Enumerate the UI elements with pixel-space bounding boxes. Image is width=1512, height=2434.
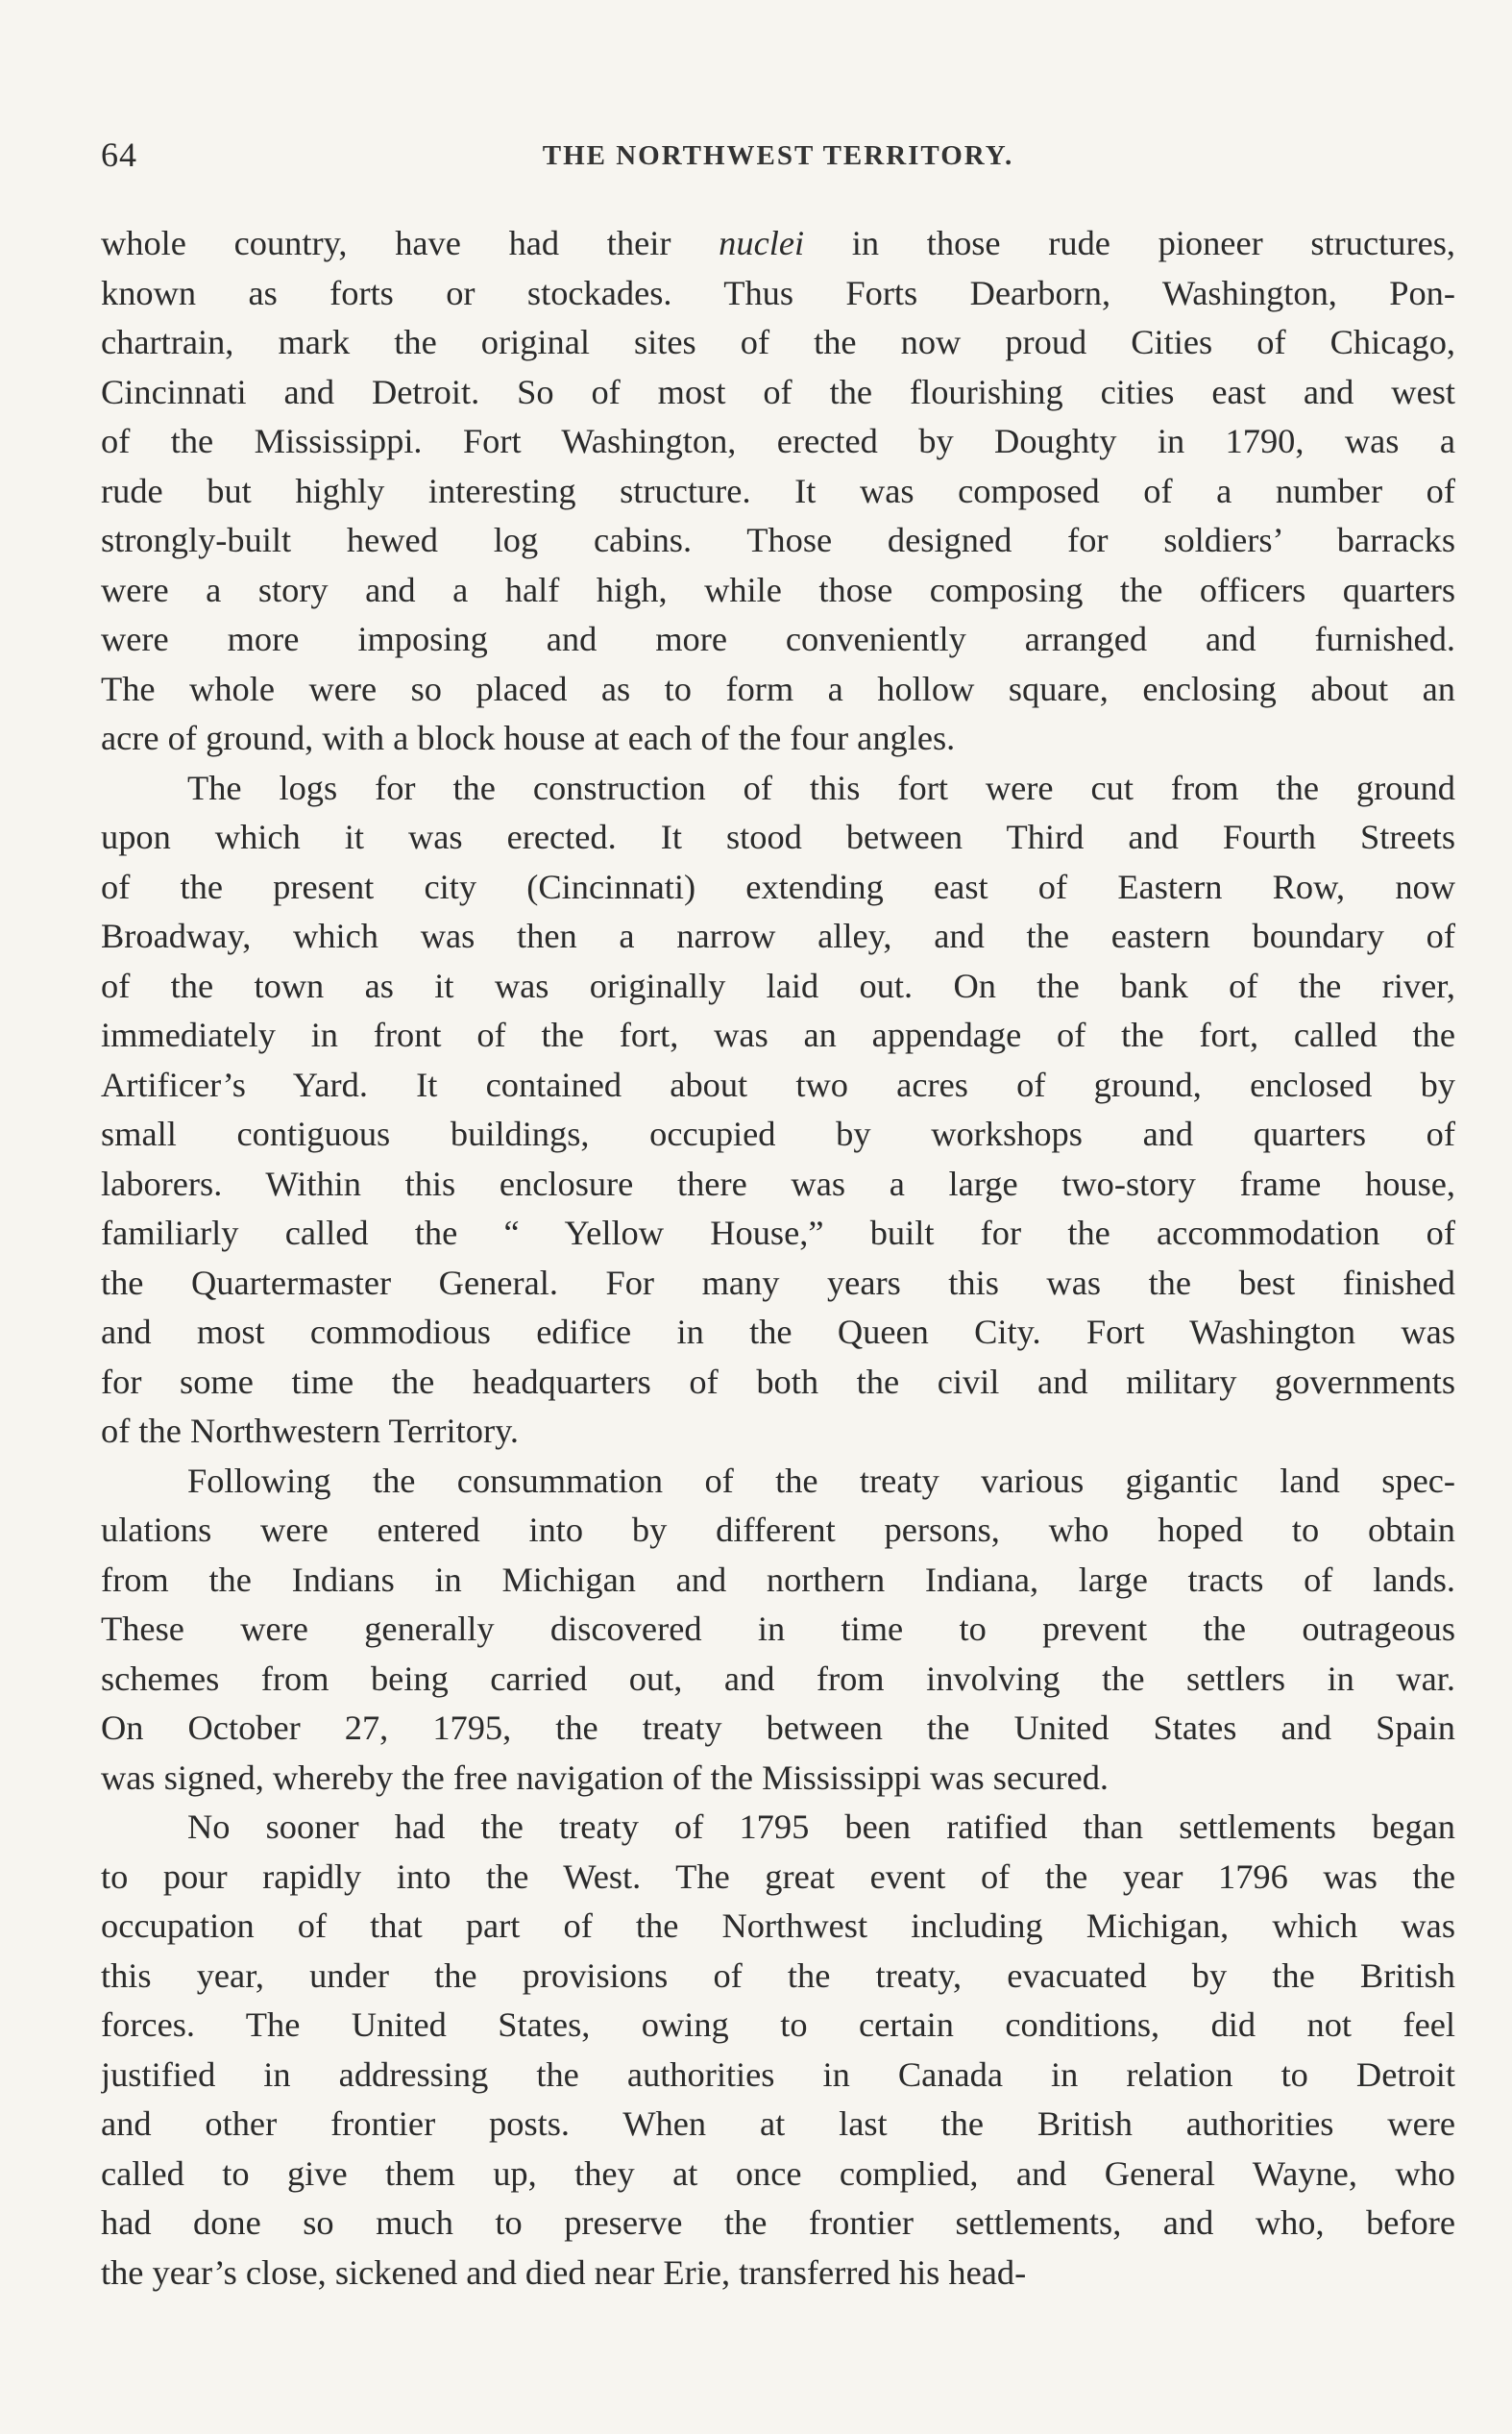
text-line: known as forts or stockades. Thus Forts Dearborn, Washington, Pon- — [101, 273, 1455, 312]
text-line: familiarly called the “ Yellow House,” built for the accommodation of — [101, 1214, 1455, 1252]
text-line: chartrain, mark the original sites of the now proud Cities of Chicago, — [101, 323, 1455, 361]
text-line: of the Mississippi. Fort Washington, erected by Doughty in 1790, was a — [101, 422, 1455, 460]
text-line: Broadway, which was then a narrow alley, and the eastern boundary of — [101, 917, 1455, 955]
text-line: No sooner had the treaty of 1795 been ratified than settlements began — [187, 1807, 1455, 1846]
text-line — [101, 219, 1455, 269]
text-line: ulations were entered into by different persons, who hoped to obtain — [101, 1511, 1455, 1549]
text-line: of the present city (Cincinnati) extending east of Eastern Row, now — [101, 867, 1455, 906]
text-line: laborers. Within this enclosure there was a large two-story frame house, — [101, 1164, 1455, 1203]
text-line: Artificer’s Yard. It contained about two acres of ground, enclosed by — [101, 1065, 1455, 1104]
text-line: of the town as it was originally laid out. On the bank of the river, — [101, 966, 1455, 1005]
text-line: from the Indians in Michigan and northern Indiana, large tracts of lands. — [101, 1560, 1455, 1599]
page-number: 64 — [101, 135, 137, 174]
text-line: and most commodious edifice in the Queen City. Fort Washington was — [101, 1313, 1455, 1351]
paragraph — [101, 764, 1455, 1457]
text-line: to pour rapidly into the West. The great event of the year 1796 was the — [101, 1856, 1455, 1896]
text-line: strongly-built hewed log cabins. Those designed for soldiers’ barracks — [101, 521, 1455, 559]
text-line: for some time the headquarters of both the civil and military governments — [101, 1362, 1455, 1401]
text-line: justified in addressing the authorities in Canada in relation to Detroit — [101, 2054, 1455, 2094]
text-line: acre of ground, with a block house at each of the four angles. — [101, 719, 956, 757]
text-line: had done so much to preserve the frontier settlements, and who, before — [101, 2203, 1455, 2242]
text-line: The whole were so placed as to form a hollow square, enclosing about an — [101, 669, 1455, 708]
text-line: and other frontier posts. When at last the British authorities were — [101, 2104, 1455, 2143]
text-line: the year’s close, sickened and died near Erie, transferred his head- — [101, 2252, 1027, 2292]
text-line: called to give them up, they at once complied, and General Wayne, who — [101, 2153, 1455, 2193]
text-line: were more imposing and more conveniently arranged and furnished. — [101, 620, 1455, 658]
page-header — [101, 135, 1455, 177]
text-line: forces. The United States, owing to certain conditions, did not feel — [101, 2005, 1455, 2044]
paragraph — [101, 1803, 1455, 2298]
text-line: small contiguous buildings, occupied by workshops and quarters of — [101, 1115, 1455, 1153]
text-line: immediately in front of the fort, was an appendage of the fort, called the — [101, 1016, 1455, 1054]
text-line: this year, under the provisions of the treaty, evacuated by the British — [101, 1955, 1455, 1995]
text-line: Following the consummation of the treaty various gigantic land spec- — [187, 1461, 1455, 1500]
text-line: schemes from being carried out, and from involving the settlers in war. — [101, 1659, 1455, 1698]
text-line: were a story and a half high, while those composing the officers quarters — [101, 570, 1455, 609]
italic-term: nuclei — [719, 224, 805, 262]
text-line: rude but highly interesting structure. It was composed of a number of — [101, 471, 1455, 510]
paragraph — [101, 1457, 1455, 1804]
text-line: the Quartermaster General. For many years this was the best finished — [101, 1263, 1455, 1302]
running-title: THE NORTHWEST TERRITORY. — [542, 140, 1014, 171]
text-line: Cincinnati and Detroit. So of most of the flourishing cities east and west — [101, 372, 1455, 411]
text-line: These were generally discovered in time to prevent the outrageous — [101, 1610, 1455, 1648]
text-line: upon which it was erected. It stood between Third and Fourth Streets — [101, 818, 1455, 856]
text-line: The logs for the construction of this fort were cut from the ground — [187, 768, 1455, 807]
text-line: was signed, whereby the free navigation of the Mississippi was secured. — [101, 1758, 1110, 1797]
text-line: On October 27, 1795, the treaty between the United States and Spain — [101, 1709, 1455, 1747]
text-line: occupation of that part of the Northwest including Michigan, which was — [101, 1906, 1455, 1945]
text-line: of the Northwestern Territory. — [101, 1412, 520, 1450]
text-segment: in those rude pioneer structures, — [804, 224, 1455, 262]
paragraph — [101, 219, 1455, 764]
body-text — [101, 219, 1455, 2298]
text-segment: whole country, have had their — [101, 224, 719, 262]
